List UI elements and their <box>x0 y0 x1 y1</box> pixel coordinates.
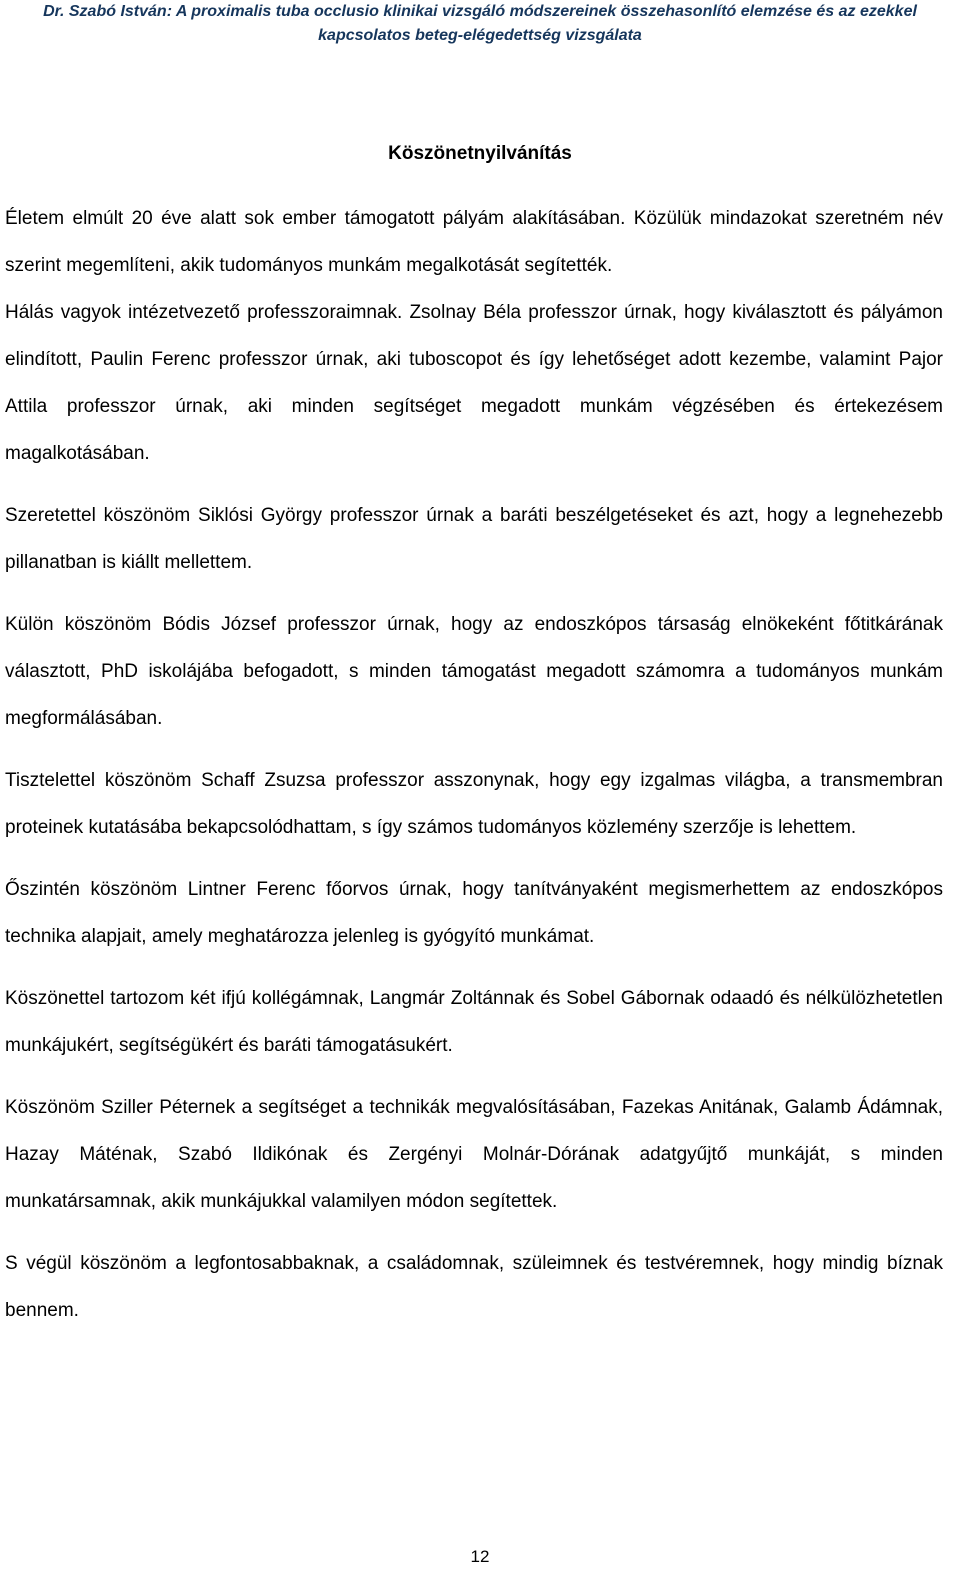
paragraph-7: Köszönettel tartozom két ifjú kollégámnak, Langmár Zoltánnak és Sobel Gábornak odaadó és nélkülözhetetlen munkájukért, segítségükért és baráti támogatásukért. <box>5 988 943 1056</box>
page-number: 12 <box>470 1547 490 1566</box>
paragraph-9: S végül köszönöm a legfontosabbaknak, a családomnak, szüleimnek és testvéremnek, hogy mindig bíznak bennem. <box>5 1253 943 1321</box>
paragraph-1: Életem elmúlt 20 éve alatt sok ember támogatott pályám alakításában. Közülük mindazokat szeretném név szerint megemlíteni, akik tudományos munkám megalkotását segítették. <box>5 208 943 276</box>
paragraph-8: Köszönöm Sziller Péternek a segítséget a technikák megvalósításában, Fazekas Anitának, Galamb Ádámnak, Hazay Máténak, Szabó Ildikónak és Zergényi Molnár-Dórának adatgyűjtő munkáját, s minden munkatársamnak, akik munkájukkal valamilyen módon segítettek. <box>5 1097 943 1212</box>
paragraph-4: Külön köszönöm Bódis József professzor úrnak, hogy az endoszkópos társaság elnökeként főtitkárának választott, PhD iskolájába befogadott, s minden támogatást megadott számomra a tudományos munkám megformálásában. <box>5 614 943 729</box>
paragraph-6: Őszintén köszönöm Lintner Ferenc főorvos úrnak, hogy tanítványaként megismerhettem az endoszkópos technika alapjait, amely meghatározza jelenleg is gyógyító munkámat. <box>5 879 943 947</box>
body-text <box>5 195 943 1349</box>
running-header <box>0 0 960 48</box>
running-header-line-1: Dr. Szabó István: A proximalis tuba occlusio klinikai vizsgáló módszereinek összehasonlító elemzése és az ezekkel <box>43 3 917 20</box>
paragraph-5: Tisztelettel köszönöm Schaff Zsuzsa professzor asszonynak, hogy egy izgalmas világba, a transmembran proteinek kutatásába bekapcsolódhattam, s így számos tudományos közlemény szerzője is lehettem. <box>5 770 943 838</box>
paragraph-3: Szeretettel köszönöm Siklósi György professzor úrnak a baráti beszélgetéseket és azt, hogy a legnehezebb pillanatban is kiállt mellettem. <box>5 505 943 573</box>
running-header-line-2: kapcsolatos beteg-elégedettség vizsgálata <box>318 27 642 44</box>
paragraph-2: Hálás vagyok intézetvezető professzoraimnak. Zsolnay Béla professzor úrnak, hogy kiválasztott és pályámon elindított, Paulin Ferenc professzor úrnak, aki tuboscopot és így lehetőséget adott kezembe, valamint Pajor Attila professzor úrnak, aki minden segítséget megadott munkám végzésében és értekezésem magalkotásában. <box>5 302 943 464</box>
section-title: Köszönetnyilvánítás <box>388 143 572 164</box>
